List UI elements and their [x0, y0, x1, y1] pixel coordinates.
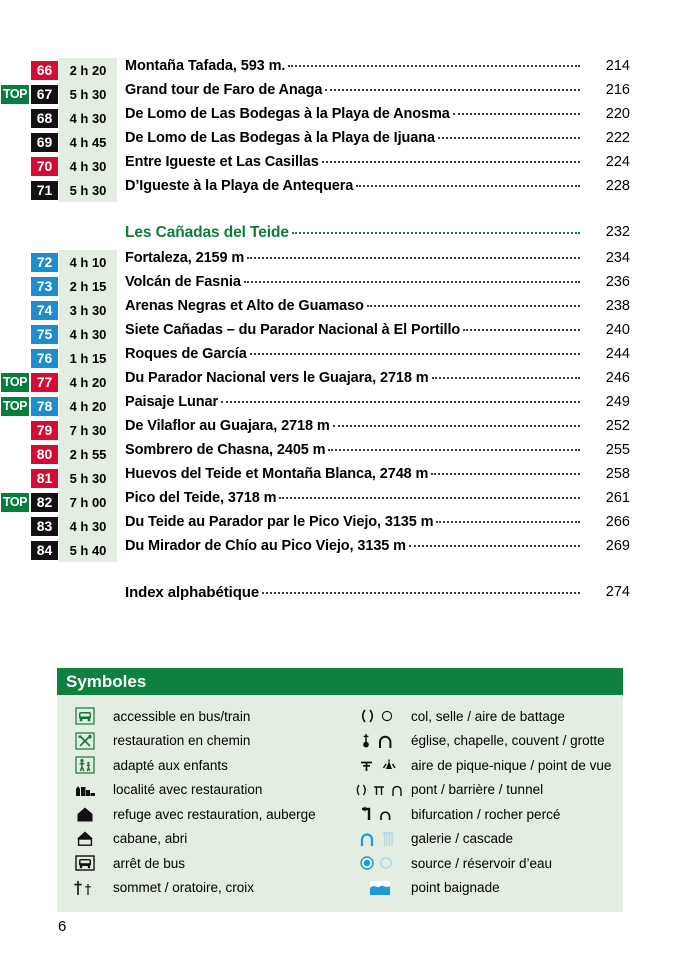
tour-number-badge: 74	[31, 301, 58, 320]
toc-top-flag-slot	[0, 298, 30, 322]
tour-number-badge: 80	[31, 445, 58, 464]
toc-entry-page: 252	[605, 418, 630, 434]
toc-duration: 4 h 30	[59, 106, 117, 130]
toc-entry-title-cell[interactable]	[121, 154, 584, 178]
symbols-body	[57, 695, 623, 912]
toc-entry-title: Du Parador Nacional vers le Guajara, 2718 m	[125, 370, 429, 386]
toc-entry-title: Montaña Tafada, 593 m.	[125, 58, 286, 74]
toc-duration: 2 h 20	[59, 58, 117, 82]
leader-dots	[250, 353, 580, 355]
toc-entry-title: Siete Cañadas – du Parador Nacional à El Portillo	[125, 322, 461, 338]
symbol-row	[349, 827, 623, 852]
symbol-label: église, chapelle, couvent / grotte	[411, 733, 605, 749]
toc-duration: 5 h 30	[59, 82, 117, 106]
toc-index-row	[0, 584, 679, 610]
toc-entry-title-cell[interactable]	[121, 490, 584, 514]
toc-entry-title-cell[interactable]	[121, 538, 584, 562]
toc-entry-row	[0, 58, 679, 82]
toc-top-flag-slot	[0, 274, 30, 298]
toc-number-slot	[30, 442, 59, 466]
symbol-row	[57, 802, 349, 827]
toc-duration: 3 h 30	[59, 298, 117, 322]
toc-entry-page: 236	[605, 274, 630, 290]
toc-entry-title: De Vilaflor au Guajara, 2718 m	[125, 418, 330, 434]
toc-entry-title: Pico del Teide, 3718 m	[125, 490, 277, 506]
toc-number-slot	[30, 154, 59, 178]
leader-dots	[409, 545, 580, 547]
leader-dots	[288, 65, 580, 67]
toc-entry-title-cell[interactable]	[121, 274, 584, 298]
symbols-header	[57, 668, 623, 695]
toc-entry-row	[0, 538, 679, 562]
toc-section-header	[0, 224, 679, 250]
toc-number-slot	[30, 490, 59, 514]
tour-number-badge: 66	[31, 61, 58, 80]
toc-entry-title-cell[interactable]	[121, 418, 584, 442]
page-folio: 6	[58, 918, 67, 935]
toc-top-flag-slot	[0, 370, 30, 394]
tour-number-badge: 79	[31, 421, 58, 440]
toc-entry-page: 238	[605, 298, 630, 314]
toc-entry-title-cell[interactable]	[121, 82, 584, 106]
leader-dots	[436, 521, 580, 523]
toc-entry-title: Arenas Negras et Alto de Guamaso	[125, 298, 364, 314]
toc-duration: 4 h 30	[59, 154, 117, 178]
toc-top-flag-slot	[0, 584, 30, 610]
symbol-row	[57, 729, 349, 754]
toc-entry-title-cell[interactable]	[121, 322, 584, 346]
symbol-label: bifurcation / rocher percé	[411, 806, 561, 822]
toc-entry-title-cell[interactable]	[121, 466, 584, 490]
cutlery-boxed-icon	[57, 730, 113, 752]
leader-dots	[356, 185, 580, 187]
toc-entry-title: Entre Igueste et Las Casillas	[125, 154, 319, 170]
toc-top-flag-slot	[0, 322, 30, 346]
toc-top-flag-slot	[0, 490, 30, 514]
bathing-icon	[349, 877, 411, 899]
toc-number-slot	[30, 418, 59, 442]
toc-entry-page: 240	[605, 322, 630, 338]
toc-top-flag-slot	[0, 466, 30, 490]
picnic-viewpoint-icon	[349, 754, 411, 776]
toc-entry-page: 222	[605, 130, 630, 146]
symbol-label: galerie / cascade	[411, 831, 514, 847]
toc-top-flag-slot	[0, 538, 30, 562]
tour-number-badge: 78	[31, 397, 58, 416]
toc-entry-page: 220	[605, 106, 630, 122]
leader-dots	[333, 425, 580, 427]
symbol-row	[57, 778, 349, 803]
toc-entry-row	[0, 394, 679, 418]
cabin-icon	[57, 828, 113, 850]
toc-number-slot	[30, 274, 59, 298]
leader-dots	[453, 113, 580, 115]
toc-entry-page: 261	[605, 490, 630, 506]
toc-entry-title: Volcán de Fasnia	[125, 274, 241, 290]
symbol-row	[349, 851, 623, 876]
toc-duration: 5 h 30	[59, 466, 117, 490]
toc-entry-row	[0, 322, 679, 346]
toc-number-slot	[30, 58, 59, 82]
toc-number-slot	[30, 514, 59, 538]
symbols-column-left	[57, 704, 349, 900]
toc-entry-title: Fortaleza, 2159 m	[125, 250, 245, 266]
toc-entry-row	[0, 250, 679, 274]
toc-top-flag-slot	[0, 224, 30, 250]
toc-index-page: 274	[605, 584, 630, 600]
village-icon	[57, 779, 113, 801]
toc-top-flag-slot	[0, 418, 30, 442]
symbol-row	[349, 876, 623, 901]
leader-dots	[325, 89, 580, 91]
toc-duration: 1 h 15	[59, 346, 117, 370]
symbol-label: restauration en chemin	[113, 733, 251, 749]
toc-entry-title-cell[interactable]	[121, 178, 584, 202]
toc-duration: 4 h 45	[59, 130, 117, 154]
symbol-label: pont / barrière / tunnel	[411, 782, 544, 798]
toc-duration-slot	[59, 224, 117, 250]
bridge-gate-tunnel-icon	[349, 779, 411, 801]
symbol-row	[57, 704, 349, 729]
toc-top-flag-slot	[0, 346, 30, 370]
toc-entry-page: 269	[605, 538, 630, 554]
symbol-label: cabane, abri	[113, 831, 188, 847]
toc-top-flag-slot	[0, 154, 30, 178]
tour-number-badge: 68	[31, 109, 58, 128]
toc-entry-page: 246	[605, 370, 630, 386]
toc-spacer	[0, 562, 679, 584]
toc-index-title: Index alphabétique	[125, 584, 260, 601]
tour-number-badge: 82	[31, 493, 58, 512]
spring-reservoir-icon	[349, 852, 411, 874]
toc-number-slot	[30, 370, 59, 394]
toc-entry-page: 249	[605, 394, 630, 410]
symbol-label: sommet / oratoire, croix	[113, 880, 255, 896]
toc-entry-row	[0, 274, 679, 298]
toc-entry-title: Huevos del Teide et Montaña Blanca, 2748 m	[125, 466, 429, 482]
tour-number-badge: 84	[31, 541, 58, 560]
leader-dots	[367, 305, 580, 307]
top-badge: TOP	[1, 85, 29, 104]
toc-duration: 5 h 30	[59, 178, 117, 202]
symbols-title: Symboles	[66, 671, 147, 691]
top-badge: TOP	[1, 373, 29, 392]
toc-entry-title-cell[interactable]	[121, 346, 584, 370]
toc-section-title: Les Cañadas del Teide	[125, 224, 289, 241]
toc-number-slot	[30, 322, 59, 346]
symbol-label: col, selle / aire de battage	[411, 708, 565, 724]
toc-top-flag-slot	[0, 442, 30, 466]
tour-number-badge: 71	[31, 181, 58, 200]
leader-dots	[328, 449, 580, 451]
symbol-row	[57, 876, 349, 901]
symbol-label: adapté aux enfants	[113, 757, 228, 773]
tour-number-badge: 77	[31, 373, 58, 392]
symbol-row	[57, 753, 349, 778]
leader-dots	[322, 161, 580, 163]
toc-top-flag-slot	[0, 82, 30, 106]
col-saddle-icon	[349, 705, 411, 727]
toc-entry-row	[0, 154, 679, 178]
toc-number-slot	[30, 82, 59, 106]
toc-duration: 4 h 30	[59, 514, 117, 538]
toc-entry-row	[0, 298, 679, 322]
toc-entry-row	[0, 514, 679, 538]
tour-number-badge: 72	[31, 253, 58, 272]
toc-entry-title-cell[interactable]	[121, 298, 584, 322]
toc-duration: 4 h 20	[59, 370, 117, 394]
toc-entry-page: 228	[605, 178, 630, 194]
toc-duration: 4 h 20	[59, 394, 117, 418]
symbols-legend-box	[57, 668, 623, 912]
leader-dots	[279, 497, 580, 499]
toc-top-flag-slot	[0, 514, 30, 538]
toc-entry-title-cell[interactable]	[121, 514, 584, 538]
leader-dots	[463, 329, 580, 331]
toc-entry-row	[0, 370, 679, 394]
bus-boxed-icon	[57, 705, 113, 727]
toc-duration: 4 h 10	[59, 250, 117, 274]
toc-section-page: 232	[605, 224, 630, 240]
toc-entry-title: Sombrero de Chasna, 2405 m	[125, 442, 326, 458]
toc-entry-row	[0, 178, 679, 202]
symbol-label: accessible en bus/train	[113, 708, 251, 724]
toc-entry-page: 258	[605, 466, 630, 482]
toc-number-slot	[30, 298, 59, 322]
toc-entry-title-cell[interactable]	[121, 442, 584, 466]
toc-number-slot	[30, 346, 59, 370]
toc-entry-row	[0, 346, 679, 370]
toc-duration: 5 h 40	[59, 538, 117, 562]
toc-number-slot	[30, 106, 59, 130]
leader-dots	[247, 257, 580, 259]
toc-entry-title-cell[interactable]	[121, 394, 584, 418]
symbol-row	[57, 827, 349, 852]
toc-number-slot	[30, 178, 59, 202]
toc-duration: 7 h 00	[59, 490, 117, 514]
toc-top-flag-slot	[0, 250, 30, 274]
toc-entry-page: 216	[605, 82, 630, 98]
toc-top-flag-slot	[0, 106, 30, 130]
toc-top-flag-slot	[0, 130, 30, 154]
symbol-row	[57, 851, 349, 876]
toc-entry-title-cell[interactable]	[121, 250, 584, 274]
leader-dots	[431, 473, 580, 475]
toc-entry-title: De Lomo de Las Bodegas à la Playa de Ijuana	[125, 130, 435, 146]
toc-entry-title: Grand tour de Faro de Anaga	[125, 82, 323, 98]
leader-dots	[221, 401, 580, 403]
toc-number-slot	[30, 538, 59, 562]
tour-number-badge: 75	[31, 325, 58, 344]
family-boxed-icon	[57, 754, 113, 776]
tour-number-badge: 83	[31, 517, 58, 536]
symbol-label: refuge avec restauration, auberge	[113, 806, 316, 822]
toc-entry-title-cell[interactable]	[121, 370, 584, 394]
tour-number-badge: 70	[31, 157, 58, 176]
symbol-label: localité avec restauration	[113, 782, 263, 798]
toc-entry-row	[0, 130, 679, 154]
symbol-label: source / réservoir d’eau	[411, 855, 553, 871]
symbol-row	[349, 802, 623, 827]
toc-number-slot	[30, 250, 59, 274]
bus-stop-icon	[57, 852, 113, 874]
toc-section-title-cell[interactable]	[121, 224, 584, 250]
toc-entry-page: 255	[605, 442, 630, 458]
toc-top-flag-slot	[0, 178, 30, 202]
table-of-contents	[0, 58, 679, 610]
toc-entry-row	[0, 418, 679, 442]
tour-number-badge: 67	[31, 85, 58, 104]
leader-dots	[262, 592, 580, 594]
symbol-row	[349, 729, 623, 754]
toc-duration-slot	[59, 584, 117, 610]
toc-entry-page: 214	[605, 58, 630, 74]
toc-entry-title-cell[interactable]	[121, 130, 584, 154]
toc-entry-row	[0, 490, 679, 514]
summit-cross-icon	[57, 877, 113, 899]
toc-entry-page: 224	[605, 154, 630, 170]
tour-number-badge: 76	[31, 349, 58, 368]
leader-dots	[244, 281, 580, 283]
toc-entry-page: 266	[605, 514, 630, 530]
leader-dots	[432, 377, 580, 379]
toc-number-slot	[30, 394, 59, 418]
toc-entry-title-cell[interactable]	[121, 58, 584, 82]
toc-entry-title: De Lomo de Las Bodegas à la Playa de Anosma	[125, 106, 450, 122]
toc-entry-row	[0, 82, 679, 106]
symbol-label: arrêt de bus	[113, 855, 186, 871]
leader-dots	[438, 137, 580, 139]
toc-entry-row	[0, 442, 679, 466]
toc-entry-row	[0, 106, 679, 130]
symbol-row	[349, 704, 623, 729]
toc-duration: 2 h 15	[59, 274, 117, 298]
toc-number-slot	[30, 224, 59, 250]
toc-entry-title: Du Mirador de Chío au Pico Viejo, 3135 m	[125, 538, 406, 554]
tour-number-badge: 81	[31, 469, 58, 488]
top-badge: TOP	[1, 493, 29, 512]
toc-entry-title: Paisaje Lunar	[125, 394, 218, 410]
leader-dots	[292, 232, 580, 234]
top-badge: TOP	[1, 397, 29, 416]
symbol-label: point baignade	[411, 880, 500, 896]
toc-spacer	[0, 202, 679, 224]
toc-entry-title-cell[interactable]	[121, 106, 584, 130]
refuge-icon	[57, 803, 113, 825]
toc-entry-title: D’Igueste à la Playa de Antequera	[125, 178, 354, 194]
tour-number-badge: 73	[31, 277, 58, 296]
toc-duration: 2 h 55	[59, 442, 117, 466]
toc-entry-title: Roques de García	[125, 346, 247, 362]
toc-top-flag-slot	[0, 58, 30, 82]
toc-duration: 4 h 30	[59, 322, 117, 346]
symbols-column-right	[349, 704, 623, 900]
fork-arch-icon	[349, 803, 411, 825]
toc-top-flag-slot	[0, 394, 30, 418]
toc-entry-title: Du Teide au Parador par le Pico Viejo, 3135 m	[125, 514, 434, 530]
toc-entry-row	[0, 466, 679, 490]
church-cave-icon	[349, 730, 411, 752]
toc-duration: 7 h 30	[59, 418, 117, 442]
gallery-cascade-icon	[349, 828, 411, 850]
toc-number-slot	[30, 130, 59, 154]
symbol-row	[349, 778, 623, 803]
toc-entry-page: 234	[605, 250, 630, 266]
toc-entry-page: 244	[605, 346, 630, 362]
toc-index-title-cell[interactable]	[121, 584, 584, 610]
toc-number-slot	[30, 584, 59, 610]
tour-number-badge: 69	[31, 133, 58, 152]
symbol-row	[349, 753, 623, 778]
symbol-label: aire de pique-nique / point de vue	[411, 757, 612, 773]
toc-number-slot	[30, 466, 59, 490]
